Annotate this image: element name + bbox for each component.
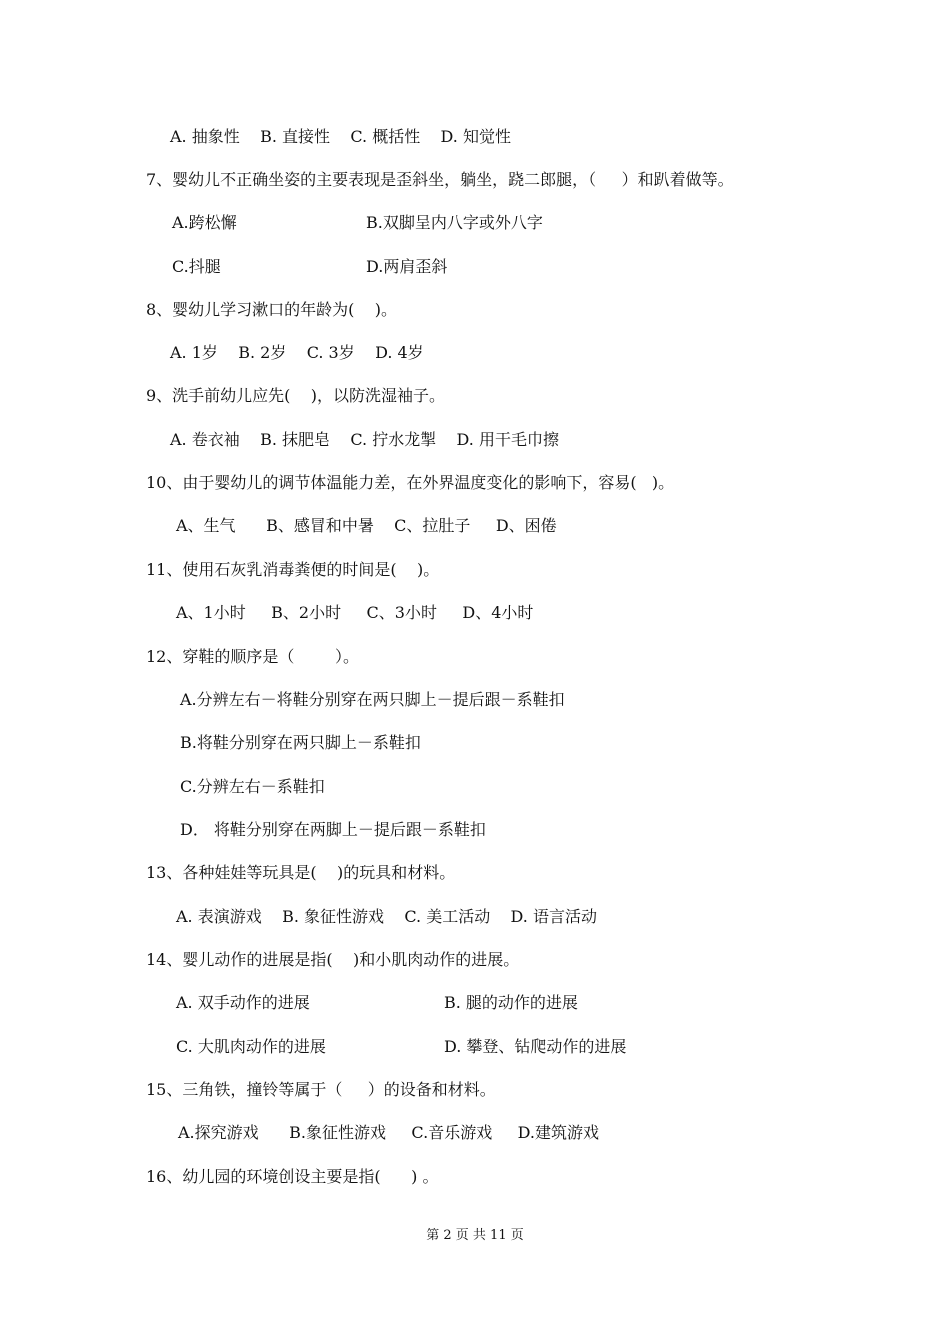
q12-option-b: B.将鞋分别穿在两只脚上－系鞋扣 (180, 733, 421, 752)
q14-option-d: D. 攀登、钻爬动作的进展 (444, 1037, 627, 1056)
q16-stem: 16、幼儿园的环境创设主要是指( ) 。 (146, 1167, 439, 1186)
q6-options: A. 抽象性 B. 直接性 C. 概括性 D. 知觉性 (170, 127, 511, 146)
q12-option-c: C.分辨左右－系鞋扣 (180, 777, 325, 796)
q10-stem: 10、由于婴幼儿的调节体温能力差，在外界温度变化的影响下，容易( )。 (146, 473, 675, 492)
q11-options: A、1小时 B、2小时 C、3小时 D、4小时 (176, 603, 534, 622)
q8-stem: 8、婴幼儿学习漱口的年龄为( )。 (146, 300, 398, 319)
page-footer: 第 2 页 共 11 页 (426, 1228, 524, 1243)
q8-options: A. 1岁 B. 2岁 C. 3岁 D. 4岁 (170, 343, 424, 362)
q14-stem: 14、婴儿动作的进展是指( )和小肌肉动作的进展。 (146, 950, 520, 969)
q14-option-b: B. 腿的动作的进展 (444, 993, 578, 1012)
q7-option-c: C.抖腿 (172, 257, 221, 276)
q11-stem: 11、使用石灰乳消毒粪便的时间是( )。 (146, 560, 440, 579)
q15-stem: 15、三角铁，撞铃等属于（ ）的设备和材料。 (146, 1080, 496, 1099)
q7-option-b: B.双脚呈内八字或外八字 (366, 213, 543, 232)
q10-options: A、生气 B、感冒和中暑 C、拉肚子 D、困倦 (176, 516, 557, 535)
q13-options: A. 表演游戏 B. 象征性游戏 C. 美工活动 D. 语言活动 (176, 907, 597, 926)
q14-option-c: C. 大肌肉动作的进展 (176, 1037, 326, 1056)
q13-stem: 13、各种娃娃等玩具是( )的玩具和材料。 (146, 863, 456, 882)
q7-option-a: A.跨松懈 (172, 213, 237, 232)
q15-options: A.探究游戏 B.象征性游戏 C.音乐游戏 D.建筑游戏 (178, 1123, 599, 1142)
q7-stem: 7、婴幼儿不正确坐姿的主要表现是歪斜坐，躺坐，跷二郎腿，（ ）和趴着做等。 (146, 170, 734, 189)
q12-stem: 12、穿鞋的顺序是（ ）。 (146, 647, 360, 666)
q12-option-a: A.分辨左右－将鞋分别穿在两只脚上－提后跟－系鞋扣 (180, 690, 565, 709)
q9-stem: 9、洗手前幼儿应先( )，以防洗湿袖子。 (146, 386, 446, 405)
q7-option-d: D.两肩歪斜 (366, 257, 448, 276)
q14-option-a: A. 双手动作的进展 (176, 993, 310, 1012)
q9-options: A. 卷衣袖 B. 抹肥皂 C. 拧水龙掣 D. 用干毛巾擦 (170, 430, 559, 449)
q12-option-d: D． 将鞋分别穿在两脚上－提后跟－系鞋扣 (180, 820, 486, 839)
